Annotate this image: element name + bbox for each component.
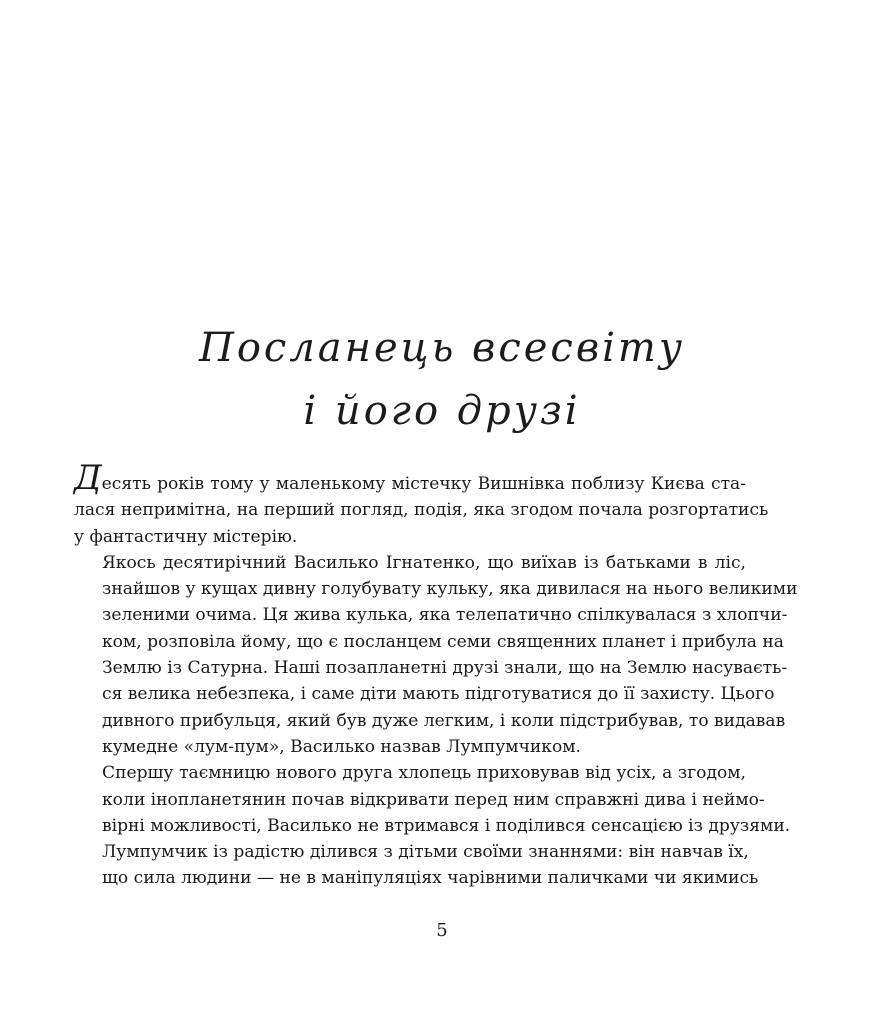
- text-line-content: есять років тому у маленькому містечку Вишнівка поблизу Києва ста-: [101, 474, 746, 494]
- text-line: що сила людини — не в маніпуляціях чарівними паличками чи якимись: [102, 868, 759, 889]
- text-line: знайшов у кущах дивну голубувату кульку, яка дивилася на нього великими: [102, 579, 798, 600]
- text-line: дивного прибульця, який був дуже легким, і коли підстрибував, то видавав: [102, 710, 786, 731]
- chapter-body-text: [74, 458, 798, 892]
- paragraph-1: [74, 458, 769, 550]
- text-line: ся велика небезпека, і саме діти мають підготуватися до її захисту. Цього: [102, 684, 775, 705]
- text-line: Землю із Сатурна. Наші позапланетні друзі знали, що на Землю насуваєть-: [102, 658, 788, 679]
- text-line: Якось десятирічний Василько Ігнатенко, що виїхав із батьками в ліс,: [102, 552, 746, 573]
- paragraph-4: [74, 839, 759, 892]
- text-line: кумедне «лум-пум», Василько назвав Лумпумчиком.: [102, 736, 581, 757]
- text-line: коли інопланетянин почав відкривати перед ним справжні дива і неймо-: [102, 789, 765, 810]
- text-line: [74, 458, 746, 498]
- text-line: ком, розповіла йому, що є посланцем семи священних планет і прибула на: [102, 631, 784, 652]
- text-line: Спершу таємницю нового друга хлопець приховував від усіх, а згодом,: [102, 763, 746, 784]
- text-line: Лумпумчик із радістю ділився з дітьми своїми знаннями: він навчав їх,: [102, 842, 749, 863]
- chapter-title-line-1: Посланець всесвіту: [198, 325, 686, 371]
- drop-cap-letter: Д: [74, 458, 102, 498]
- paragraph-3: [74, 760, 791, 839]
- paragraph-2: [74, 550, 798, 760]
- text-line: вірні можливості, Василько не втримався і поділився сенсацією із друзями.: [102, 815, 791, 836]
- text-line: лася непримітна, на перший погляд, подія, яка згодом почала розгортатись: [74, 500, 769, 521]
- page-number: 5: [436, 920, 448, 941]
- text-line: зеленими очима. Ця жива кулька, яка телепатично спілкувалася з хлопчи-: [102, 605, 788, 626]
- chapter-title-line-2: і його друзі: [303, 388, 581, 434]
- text-line: у фантастичну містерію.: [74, 526, 298, 547]
